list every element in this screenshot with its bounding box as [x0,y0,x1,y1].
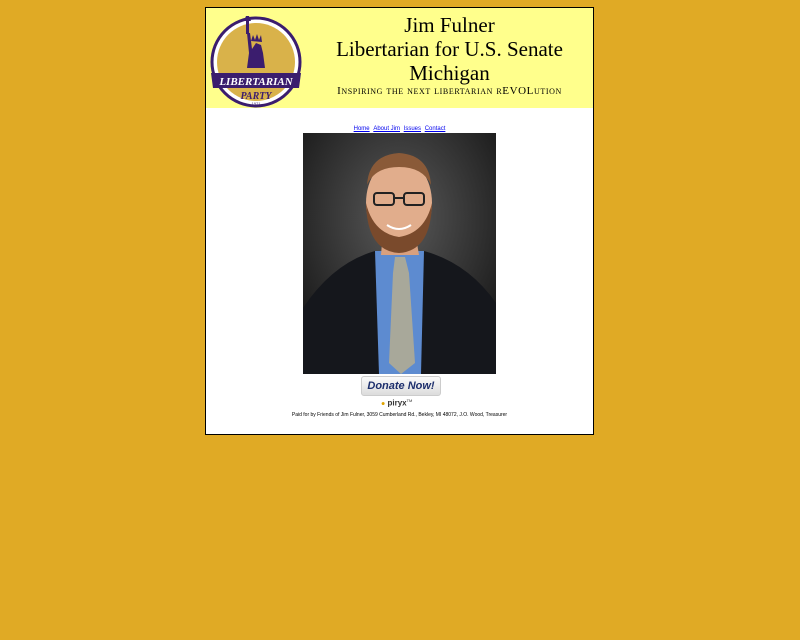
libertarian-party-logo[interactable] [209,13,304,111]
paid-for-disclaimer: Paid for by Friends of Jim Fulner, 3059 Cumberland Rd., Bekley, MI 48072, J.O. Wood, Treasurer [291,412,508,418]
nav-about-link[interactable]: About Jim [373,126,400,132]
candidate-portrait [303,133,496,374]
page-container [205,7,594,435]
logo-text-bottom: PARTY [240,91,272,102]
nav-bar [206,125,593,133]
candidate-name: Jim Fulner [404,13,495,37]
piryx-trademark: TM [406,398,413,403]
nav-contact-link[interactable]: Contact [424,126,446,132]
lock-icon: ● [381,400,386,408]
donate-now-button[interactable]: Donate Now! [361,376,441,396]
title-block [306,13,593,97]
state-title: Michigan [409,61,490,85]
office-title: Libertarian for U.S. Senate [336,37,563,61]
header-banner [206,8,593,108]
tagline: Inspiring the next libertarian rEVOLution [337,85,562,97]
portrait-drawing [303,133,496,374]
logo-year: 1971 [251,101,261,106]
nav-issues-link[interactable]: Issues [403,126,422,132]
logo-text-top: LIBERTARIAN [219,76,293,88]
piryx-brand[interactable] [381,396,421,406]
piryx-label: piryx [387,398,407,408]
nav-home-link[interactable]: Home [353,126,370,132]
